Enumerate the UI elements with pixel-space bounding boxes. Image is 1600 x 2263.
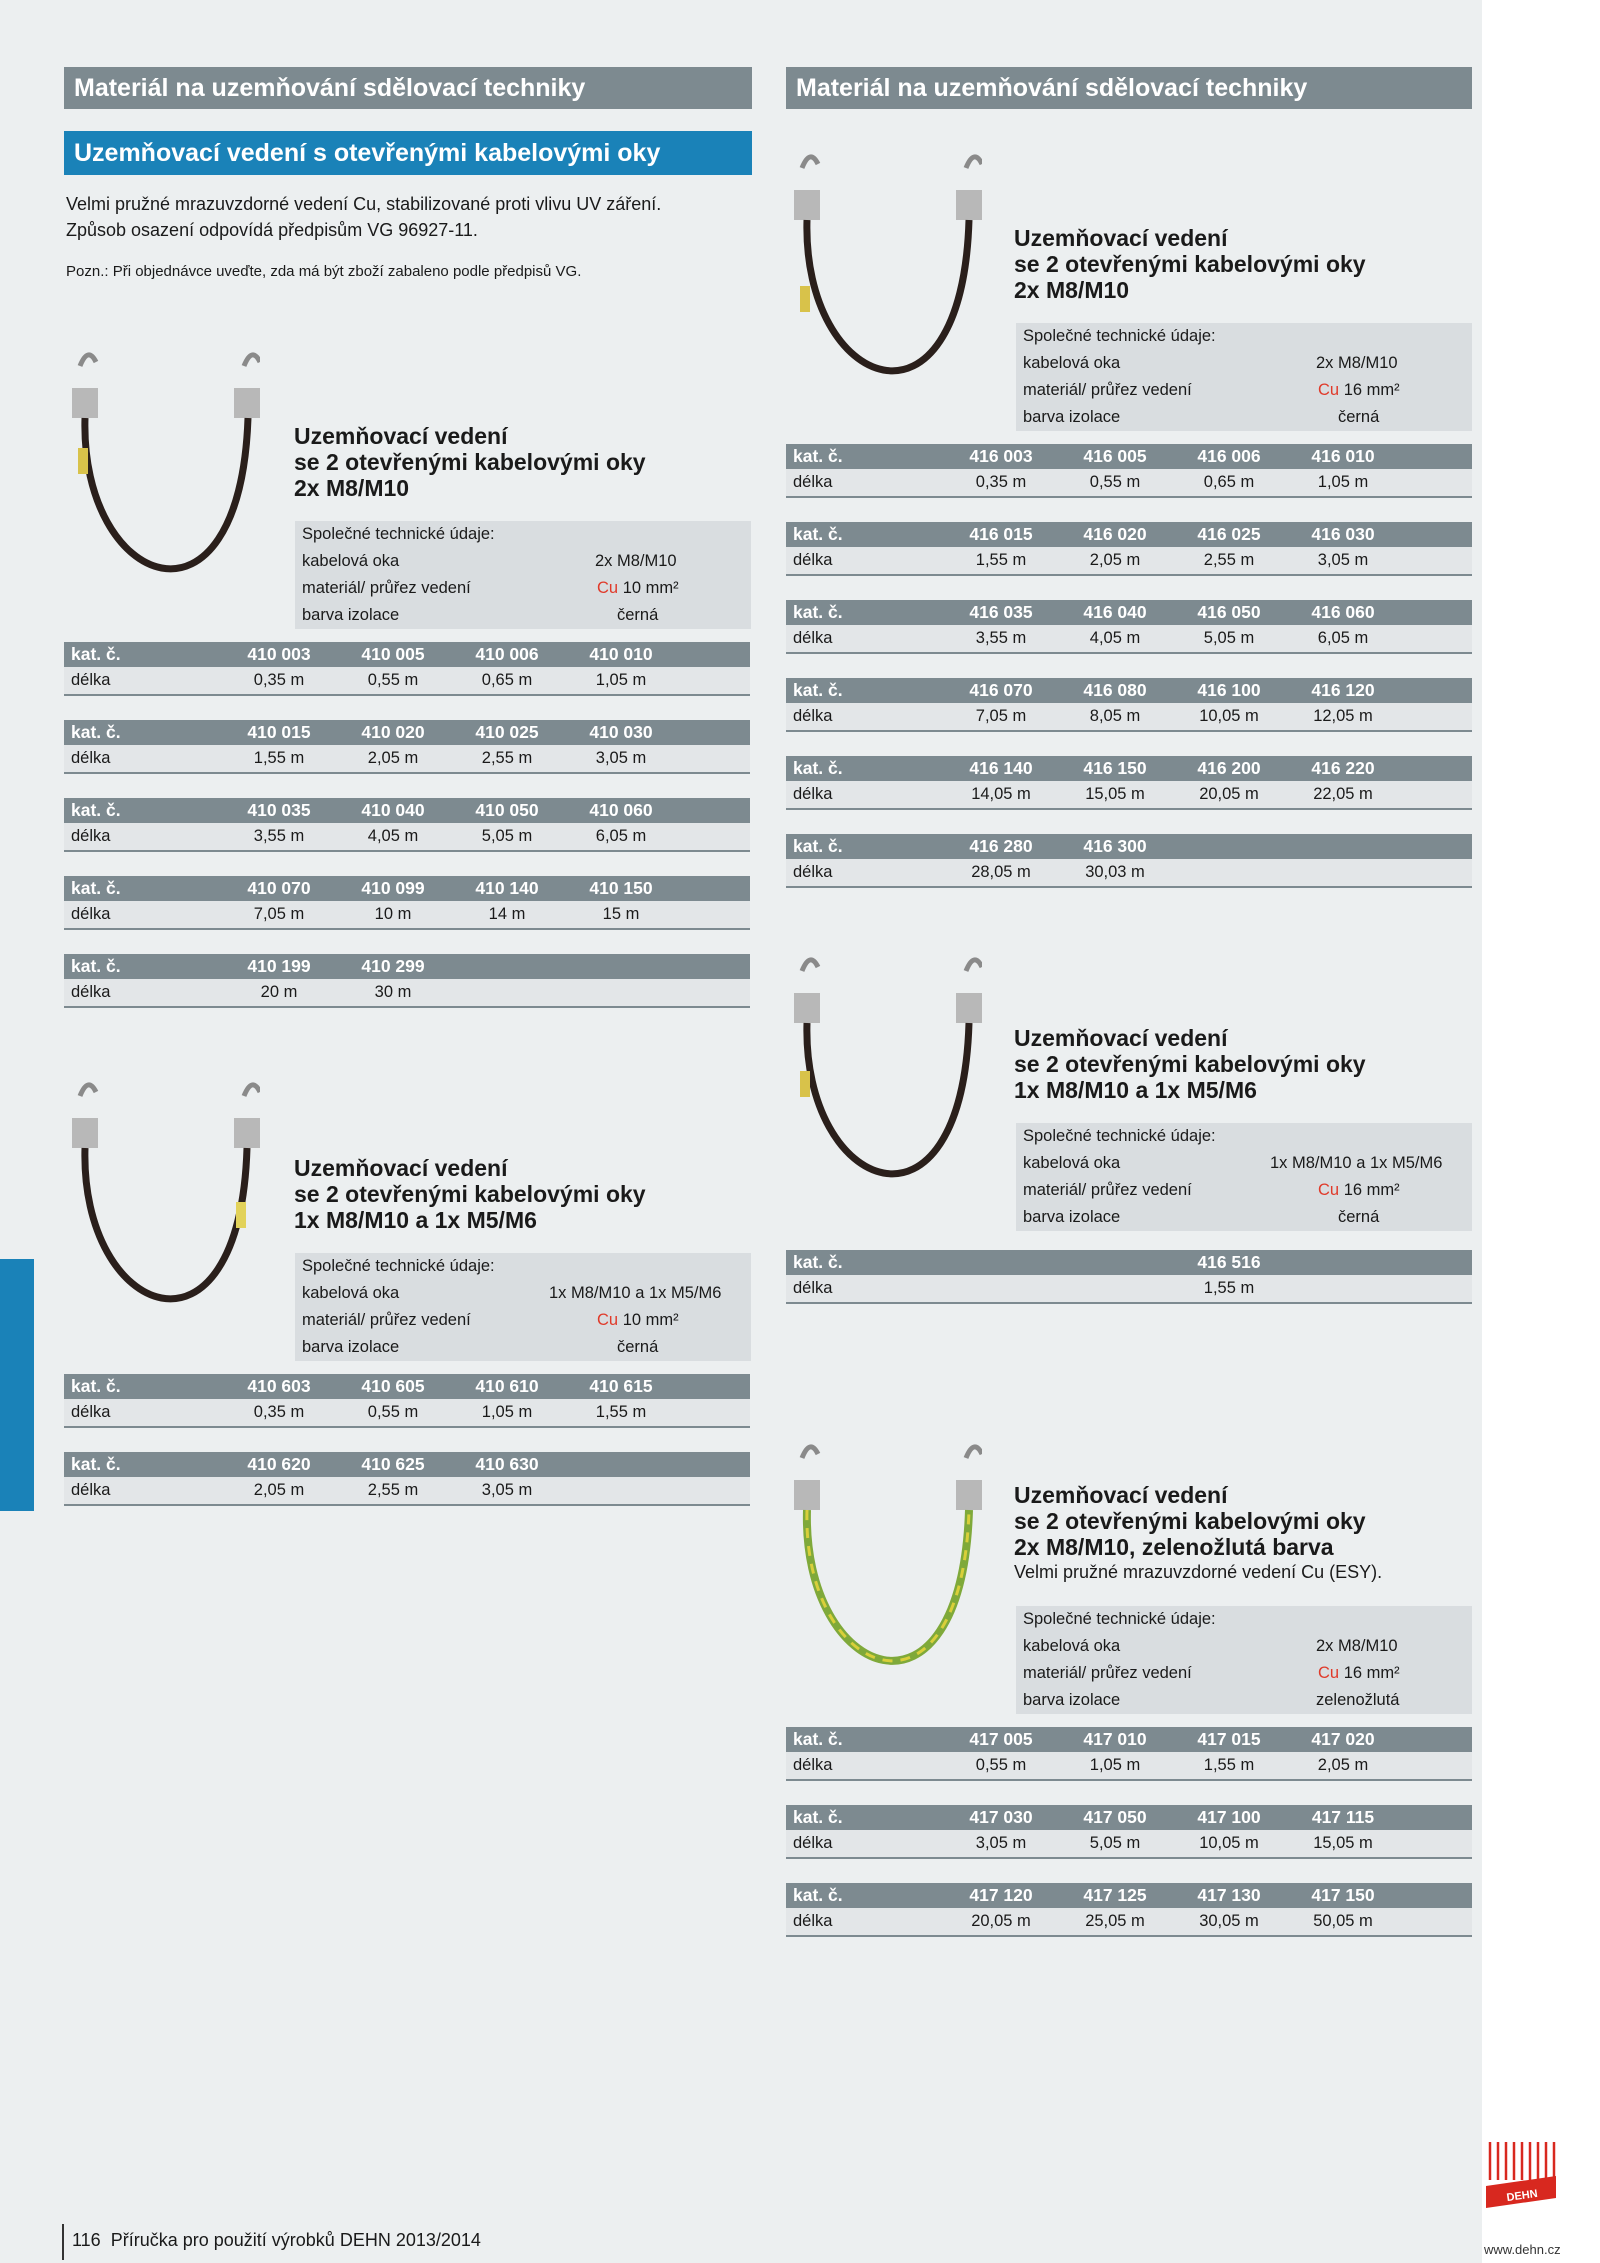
length-cell: 3,55 m — [975, 629, 1027, 647]
spec-insulation-value: zelenožlutá — [1316, 1691, 1400, 1709]
spec-lugs-label: kabelová oka — [302, 1284, 400, 1302]
length-cell: 3,05 m — [595, 749, 647, 767]
length-cell: 0,35 m — [253, 671, 305, 689]
length-label: délka — [793, 785, 833, 803]
cat-cell: 410 006 — [475, 644, 539, 664]
header-left: Materiál na uzemňování sdělovací techniky — [64, 67, 752, 109]
product-2-table-1 — [64, 1374, 750, 1428]
length-cell: 14,05 m — [971, 785, 1031, 803]
length-cell: 0,65 m — [481, 671, 533, 689]
length-cell: 2,55 m — [367, 1481, 419, 1499]
cat-label: kat. č. — [793, 680, 843, 700]
spec-material-value — [1318, 1177, 1400, 1204]
cat-cell: 410 625 — [361, 1454, 425, 1474]
spec-material-cu: Cu — [1318, 381, 1340, 399]
cat-cell: 410 003 — [247, 644, 311, 664]
spec-lugs-label: kabelová oka — [1023, 1637, 1121, 1655]
cat-cell: 416 220 — [1311, 758, 1375, 778]
length-label: délka — [793, 1279, 833, 1297]
cat-cell: 417 125 — [1083, 1885, 1147, 1905]
cat-cell: 410 199 — [247, 956, 311, 976]
cat-label: kat. č. — [71, 1376, 121, 1396]
cat-cell: 417 015 — [1197, 1729, 1261, 1749]
cat-label: kat. č. — [793, 524, 843, 544]
spec-insulation-label: barva izolace — [302, 606, 400, 624]
cat-cell: 417 020 — [1311, 1729, 1375, 1749]
length-label: délka — [71, 1403, 111, 1421]
spec-lugs-value: 1x M8/M10 a 1x M5/M6 — [1270, 1154, 1443, 1172]
cat-cell: 416 280 — [969, 836, 1033, 856]
length-cell: 3,05 m — [1317, 551, 1369, 569]
cat-cell: 410 615 — [589, 1376, 653, 1396]
product-1-title-line-3: 2x M8/M10 — [294, 475, 410, 501]
cable-black-image-2 — [60, 1078, 260, 1368]
product-1-title-line-2: se 2 otevřenými kabelovými oky — [294, 449, 646, 475]
cable-black-image-1 — [60, 348, 260, 638]
length-cell: 0,55 m — [975, 1756, 1027, 1774]
length-cell: 5,05 m — [1089, 1834, 1141, 1852]
length-cell: 30,03 m — [1085, 863, 1145, 881]
cat-cell: 410 603 — [247, 1376, 311, 1396]
spec-material-cu: Cu — [1318, 1181, 1340, 1199]
cat-cell: 410 025 — [475, 722, 539, 742]
spec-material-label: materiál/ průřez vedení — [1023, 381, 1192, 399]
length-label: délka — [71, 983, 111, 1001]
spec-material-value — [597, 1307, 679, 1334]
cat-cell: 410 140 — [475, 878, 539, 898]
cat-cell: 416 003 — [969, 446, 1033, 466]
product-3-table-5 — [786, 756, 1472, 810]
length-cell: 1,55 m — [595, 1403, 647, 1421]
length-cell: 30 m — [374, 983, 412, 1001]
length-cell: 12,05 m — [1313, 707, 1373, 725]
intro-line-2: Způsob osazení odpovídá předpisům VG 96927-11. — [66, 220, 478, 240]
spec-cross-section: 10 mm² — [622, 579, 679, 597]
cat-cell: 410 070 — [247, 878, 311, 898]
cat-cell: 416 010 — [1311, 446, 1375, 466]
spec-cross-section: 16 mm² — [1343, 1181, 1400, 1199]
cat-cell: 416 060 — [1311, 602, 1375, 622]
length-cell: 1,55 m — [1203, 1756, 1255, 1774]
spec-cross-section: 16 mm² — [1343, 1664, 1400, 1682]
dehn-logo — [1486, 2140, 1556, 2210]
spec-heading: Společné technické údaje: — [1023, 1610, 1216, 1628]
cat-label: kat. č. — [793, 1729, 843, 1749]
length-cell: 20,05 m — [971, 1912, 1031, 1930]
product-3-table-3 — [786, 600, 1472, 654]
length-cell: 28,05 m — [971, 863, 1031, 881]
spec-material-value — [597, 575, 679, 602]
cat-cell: 410 299 — [361, 956, 425, 976]
product-2-title-line-3: 1x M8/M10 a 1x M5/M6 — [294, 1207, 537, 1233]
cat-cell: 417 115 — [1311, 1807, 1375, 1827]
cat-cell: 410 150 — [589, 878, 653, 898]
length-cell: 7,05 m — [253, 905, 305, 923]
length-label: délka — [793, 1834, 833, 1852]
length-cell: 10,05 m — [1199, 1834, 1259, 1852]
spec-insulation-label: barva izolace — [302, 1338, 400, 1356]
product-4-table-1 — [786, 1250, 1472, 1304]
product-2-spec — [295, 1253, 751, 1361]
spec-insulation-label: barva izolace — [1023, 408, 1121, 426]
cat-cell: 410 060 — [589, 800, 653, 820]
spec-lugs-label: kabelová oka — [302, 552, 400, 570]
length-cell: 2,05 m — [1089, 551, 1141, 569]
length-label: délka — [793, 1912, 833, 1930]
spec-insulation-value: černá — [617, 606, 659, 624]
cat-label: kat. č. — [71, 722, 121, 742]
length-label: délka — [71, 1481, 111, 1499]
cat-cell: 416 006 — [1197, 446, 1261, 466]
length-cell: 0,35 m — [253, 1403, 305, 1421]
cat-cell: 416 150 — [1083, 758, 1147, 778]
length-cell: 1,55 m — [253, 749, 305, 767]
cat-label: kat. č. — [793, 836, 843, 856]
product-3-table-4 — [786, 678, 1472, 732]
length-label: délka — [71, 827, 111, 845]
length-cell: 1,05 m — [481, 1403, 533, 1421]
length-cell: 1,05 m — [1089, 1756, 1141, 1774]
length-cell: 2,05 m — [367, 749, 419, 767]
length-cell: 22,05 m — [1313, 785, 1373, 803]
length-cell: 0,35 m — [975, 473, 1027, 491]
length-cell: 0,55 m — [1089, 473, 1141, 491]
cat-cell: 410 630 — [475, 1454, 539, 1474]
cat-cell: 417 100 — [1197, 1807, 1261, 1827]
product-1-table-1 — [64, 642, 750, 696]
length-label: délka — [793, 863, 833, 881]
cat-cell: 416 200 — [1197, 758, 1261, 778]
footer — [72, 2230, 481, 2251]
product-1-table-4 — [64, 876, 750, 930]
length-label: délka — [71, 671, 111, 689]
product-4-title-line-1: Uzemňovací vedení — [1014, 1025, 1228, 1051]
intro-line-1: Velmi pružné mrazuvzdorné vedení Cu, stabilizované proti vlivu UV záření. — [66, 194, 662, 214]
cat-label: kat. č. — [793, 446, 843, 466]
product-5-title-line-3: 2x M8/M10, zelenožlutá barva — [1014, 1534, 1334, 1560]
cat-cell: 417 030 — [969, 1807, 1033, 1827]
spec-lugs-label: kabelová oka — [1023, 1154, 1121, 1172]
cat-label: kat. č. — [793, 1807, 843, 1827]
product-1-table-2 — [64, 720, 750, 774]
product-5-subtitle: Velmi pružné mrazuvzdorné vedení Cu (ESY). — [1014, 1562, 1383, 1582]
spec-insulation-value: černá — [617, 1338, 659, 1356]
length-cell: 1,05 m — [1317, 473, 1369, 491]
section-title: Uzemňovací vedení s otevřenými kabelovými oky — [64, 131, 752, 175]
cat-cell: 417 120 — [969, 1885, 1033, 1905]
length-label: délka — [793, 629, 833, 647]
length-cell: 15 m — [602, 905, 640, 923]
spec-lugs-label: kabelová oka — [1023, 354, 1121, 372]
length-cell: 0,55 m — [367, 1403, 419, 1421]
length-cell: 1,05 m — [595, 671, 647, 689]
product-1-spec — [295, 521, 751, 629]
length-cell: 2,05 m — [253, 1481, 305, 1499]
spec-material-cu: Cu — [597, 579, 619, 597]
spec-lugs-value: 1x M8/M10 a 1x M5/M6 — [549, 1284, 722, 1302]
spec-insulation-value: černá — [1338, 408, 1380, 426]
spec-heading: Společné technické údaje: — [302, 525, 495, 543]
spec-heading: Společné technické údaje: — [1023, 1127, 1216, 1145]
length-label: délka — [71, 749, 111, 767]
length-cell: 4,05 m — [1089, 629, 1141, 647]
cat-cell: 410 040 — [361, 800, 425, 820]
cat-cell: 416 015 — [969, 524, 1033, 544]
spec-cross-section: 10 mm² — [622, 1311, 679, 1329]
product-5-title-line-2: se 2 otevřenými kabelovými oky — [1014, 1508, 1366, 1534]
spec-lugs-value: 2x M8/M10 — [595, 552, 677, 570]
spec-material-label: materiál/ průřez vedení — [302, 1311, 471, 1329]
length-cell: 3,55 m — [253, 827, 305, 845]
length-cell: 15,05 m — [1085, 785, 1145, 803]
product-4-title-line-2: se 2 otevřenými kabelovými oky — [1014, 1051, 1366, 1077]
product-4-spec — [1016, 1123, 1472, 1231]
logo-text: DEHN — [1505, 2187, 1539, 2205]
cat-cell: 416 050 — [1197, 602, 1261, 622]
product-3-spec — [1016, 323, 1472, 431]
spec-heading: Společné technické údaje: — [1023, 327, 1216, 345]
length-label: délka — [793, 551, 833, 569]
cat-cell: 416 025 — [1197, 524, 1261, 544]
cat-cell: 410 050 — [475, 800, 539, 820]
spec-material-cu: Cu — [1318, 1664, 1340, 1682]
cat-cell: 417 150 — [1311, 1885, 1375, 1905]
length-cell: 14 m — [488, 905, 526, 923]
length-cell: 25,05 m — [1085, 1912, 1145, 1930]
spec-material-label: materiál/ průřez vedení — [1023, 1664, 1192, 1682]
length-cell: 0,65 m — [1203, 473, 1255, 491]
spec-heading: Společné technické údaje: — [302, 1257, 495, 1275]
product-3-table-1 — [786, 444, 1472, 498]
cat-cell: 417 130 — [1197, 1885, 1261, 1905]
cat-cell: 410 030 — [589, 722, 653, 742]
product-5-table-2 — [786, 1805, 1472, 1859]
spec-insulation-label: barva izolace — [1023, 1208, 1121, 1226]
cat-label: kat. č. — [71, 800, 121, 820]
website-url: www.dehn.cz — [1484, 2242, 1561, 2257]
length-cell: 2,05 m — [1317, 1756, 1369, 1774]
spec-material-cu: Cu — [597, 1311, 619, 1329]
length-cell: 6,05 m — [1317, 629, 1369, 647]
cat-cell: 416 300 — [1083, 836, 1147, 856]
product-2-table-2 — [64, 1452, 750, 1506]
cat-cell: 416 005 — [1083, 446, 1147, 466]
length-cell: 5,05 m — [481, 827, 533, 845]
length-cell: 10 m — [374, 905, 412, 923]
cat-cell: 410 605 — [361, 1376, 425, 1396]
length-label: délka — [793, 707, 833, 725]
product-1-title-line-1: Uzemňovací vedení — [294, 423, 508, 449]
length-label: délka — [71, 905, 111, 923]
product-3-title-line-2: se 2 otevřenými kabelovými oky — [1014, 251, 1366, 277]
length-cell: 8,05 m — [1089, 707, 1141, 725]
cat-label: kat. č. — [793, 758, 843, 778]
cat-cell: 410 015 — [247, 722, 311, 742]
cat-cell: 416 100 — [1197, 680, 1261, 700]
spec-material-value — [1318, 377, 1400, 404]
cat-cell: 416 035 — [969, 602, 1033, 622]
length-cell: 30,05 m — [1199, 1912, 1259, 1930]
cat-cell: 410 099 — [361, 878, 425, 898]
length-cell: 1,55 m — [975, 551, 1027, 569]
spec-material-value — [1318, 1660, 1400, 1687]
length-cell: 0,55 m — [367, 671, 419, 689]
cat-cell: 410 035 — [247, 800, 311, 820]
cable-black-image-3 — [782, 150, 982, 440]
product-1-table-3 — [64, 798, 750, 852]
cat-label: kat. č. — [71, 644, 121, 664]
spec-insulation-value: černá — [1338, 1208, 1380, 1226]
length-cell: 2,55 m — [481, 749, 533, 767]
cat-cell: 416 070 — [969, 680, 1033, 700]
product-3-title-line-3: 2x M8/M10 — [1014, 277, 1130, 303]
cat-cell: 410 010 — [589, 644, 653, 664]
product-3-table-2 — [786, 522, 1472, 576]
order-note: Pozn.: Při objednávce uveďte, zda má být zboží zabaleno podle předpisů VG. — [66, 263, 582, 280]
cat-cell: 417 050 — [1083, 1807, 1147, 1827]
cat-cell: 416 120 — [1311, 680, 1375, 700]
length-cell: 1,55 m — [1203, 1279, 1255, 1297]
footer-divider — [62, 2224, 64, 2260]
header-right: Materiál na uzemňování sdělovací techniky — [786, 67, 1472, 109]
length-cell: 2,55 m — [1203, 551, 1255, 569]
cat-cell: 416 516 — [1197, 1252, 1261, 1272]
product-5-title-line-1: Uzemňovací vedení — [1014, 1482, 1228, 1508]
length-cell: 15,05 m — [1313, 1834, 1373, 1852]
cat-label: kat. č. — [793, 1885, 843, 1905]
cat-cell: 410 020 — [361, 722, 425, 742]
length-cell: 7,05 m — [975, 707, 1027, 725]
cat-label: kat. č. — [793, 602, 843, 622]
product-5-table-3 — [786, 1883, 1472, 1937]
cable-green-yellow-image — [782, 1440, 982, 1730]
cat-label: kat. č. — [793, 1252, 843, 1272]
product-1-table-5 — [64, 954, 750, 1008]
product-5-table-1 — [786, 1727, 1472, 1781]
length-label: délka — [793, 1756, 833, 1774]
cat-cell: 416 020 — [1083, 524, 1147, 544]
page-number: 116 — [72, 2230, 101, 2250]
cable-black-image-4 — [782, 953, 982, 1243]
length-cell: 20 m — [260, 983, 298, 1001]
spec-cross-section: 16 mm² — [1343, 381, 1400, 399]
product-3-title-line-1: Uzemňovací vedení — [1014, 225, 1228, 251]
length-cell: 3,05 m — [481, 1481, 533, 1499]
length-label: délka — [793, 473, 833, 491]
spec-material-label: materiál/ průřez vedení — [302, 579, 471, 597]
product-3-table-6 — [786, 834, 1472, 888]
cat-label: kat. č. — [71, 1454, 121, 1474]
length-cell: 5,05 m — [1203, 629, 1255, 647]
cat-cell: 417 005 — [969, 1729, 1033, 1749]
length-cell: 4,05 m — [367, 827, 419, 845]
cat-cell: 416 080 — [1083, 680, 1147, 700]
length-cell: 10,05 m — [1199, 707, 1259, 725]
length-cell: 20,05 m — [1199, 785, 1259, 803]
cat-cell: 417 010 — [1083, 1729, 1147, 1749]
spec-material-label: materiál/ průřez vedení — [1023, 1181, 1192, 1199]
cat-cell: 410 005 — [361, 644, 425, 664]
cat-label: kat. č. — [71, 878, 121, 898]
cat-cell: 416 040 — [1083, 602, 1147, 622]
cat-cell: 416 030 — [1311, 524, 1375, 544]
cat-cell: 410 620 — [247, 1454, 311, 1474]
cat-cell: 416 140 — [969, 758, 1033, 778]
product-4-title-line-3: 1x M8/M10 a 1x M5/M6 — [1014, 1077, 1257, 1103]
length-cell: 50,05 m — [1313, 1912, 1373, 1930]
product-5-spec — [1016, 1606, 1472, 1714]
length-cell: 6,05 m — [595, 827, 647, 845]
spec-lugs-value: 2x M8/M10 — [1316, 354, 1398, 372]
footer-text: Příručka pro použití výrobků DEHN 2013/2014 — [110, 2230, 481, 2250]
spec-lugs-value: 2x M8/M10 — [1316, 1637, 1398, 1655]
spec-insulation-label: barva izolace — [1023, 1691, 1121, 1709]
product-2-title-line-2: se 2 otevřenými kabelovými oky — [294, 1181, 646, 1207]
product-2-title-line-1: Uzemňovací vedení — [294, 1155, 508, 1181]
length-cell: 3,05 m — [975, 1834, 1027, 1852]
side-tab-marker — [0, 1259, 34, 1511]
cat-cell: 410 610 — [475, 1376, 539, 1396]
cat-label: kat. č. — [71, 956, 121, 976]
